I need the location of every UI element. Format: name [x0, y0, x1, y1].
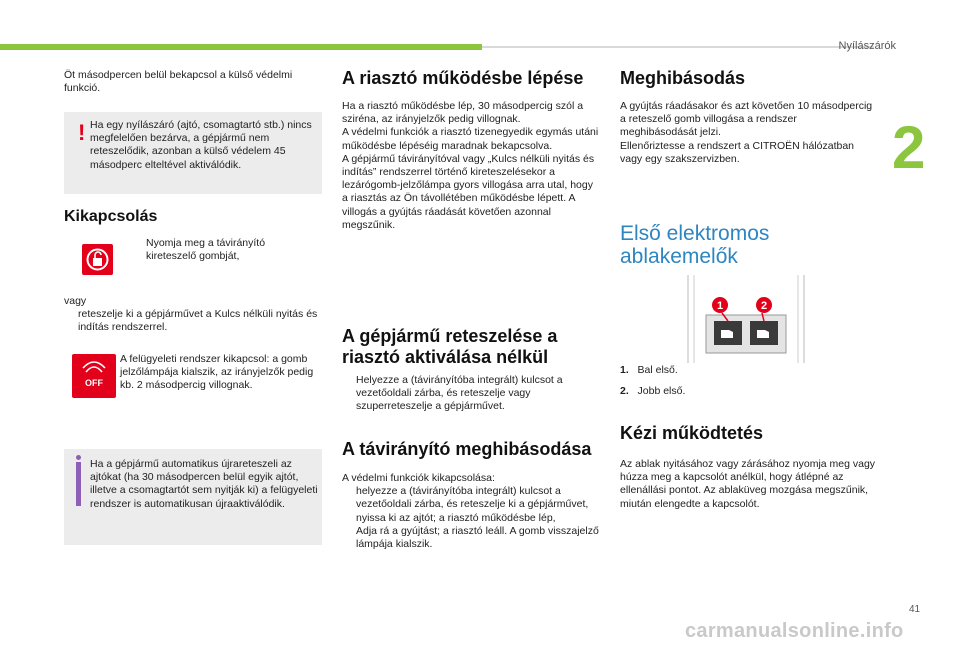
- heading-power-windows: Első elektromos ablakemelők: [620, 222, 770, 268]
- info-icon: [76, 455, 80, 515]
- page-number: 41: [909, 604, 921, 615]
- heading-lock-no-alarm: A gépjármű reteszelése a riasztó aktiválása nélkül: [342, 326, 558, 367]
- remote-failure-text: A védelmi funkciók kikapcsolása: helyezze a (távirányítóba integrált) kulcsot a vezetőoldali zárba, és reteszelje ki a gépjárművet, nyissa ki az ajtót; a riasztó működésbe lép, Adja rá a gyújtást; a riasztó leáll. A gomb visszajelző lámpája kialszik.: [342, 472, 599, 551]
- heading-malfunction: Meghibásodás: [620, 68, 746, 88]
- alarm-off-icon: [72, 354, 116, 398]
- list-item: 2. Jobb első.: [620, 385, 686, 398]
- keyless-alternative: vagy reteszelje ki a gépjárművet a Kulcs nélküli nyitás és indítás rendszerrel.: [64, 295, 320, 335]
- section-title: Nyílászárók: [838, 40, 896, 52]
- svg-text:1: 1: [716, 300, 724, 312]
- alarm-trigger-text: Ha a riasztó működésbe lép, 30 másodpercig szól a sziréna, az irányjelzők pedig villognak. A védelmi funkciók a riasztó tizenegyedik egymás utáni működésbe lépéséig maradnak bekapcsolva. A gépjármű távirányítóval vagy „Kulcs nélküli nyitás és indítás” rendszerrel történő kireteszelésekor a lezárógomb-jelzőlámpa gyors villogása arra utal, hogy a riasztás az Ön távollétében működésbe lépett. A villogás a gyújtás ráadását követően azonnal megszűnik.: [342, 100, 599, 231]
- off-description: A felügyeleti rendszer kikapcsol: a gomb jelzőlámpája kialszik, az irányjelzők pedig kb. 2 másodpercig villognak.: [120, 353, 314, 392]
- chapter-accent-bar: [0, 44, 482, 50]
- off-label: OFF: [85, 378, 103, 388]
- heading-alarm-trigger: A riasztó működésbe lépése: [342, 68, 584, 88]
- heading-remote-failure: A távirányító meghibásodása: [342, 439, 592, 459]
- col1-intro: Öt másodpercen belül bekapcsol a külső védelmi funkció.: [64, 69, 293, 95]
- watermark: carmanualsonline.info: [685, 620, 904, 642]
- warning-exclamation-icon: !: [78, 120, 86, 145]
- warning-box: [64, 112, 322, 194]
- list-item: 1. Bal első.: [620, 364, 678, 376]
- unlock-step: Nyomja meg a távirányító kireteszelő gombját,: [146, 237, 266, 263]
- chapter-number: 2: [892, 114, 926, 181]
- heading-manual-operation: Kézi működtetés: [620, 423, 764, 443]
- header-rule: [482, 46, 874, 48]
- unlock-button-icon: [82, 244, 113, 275]
- window-switch-illustration: [684, 275, 808, 363]
- info-box: [64, 449, 322, 545]
- svg-text:2: 2: [760, 300, 768, 312]
- malfunction-text: A gyújtás ráadásakor és azt követően 10 másodpercig a reteszelő gomb villogása a rendszer meghibásodását jelzi. Ellenőriztesse a rendszert a CITROËN hálózatban vagy egy szakszervizben.: [620, 100, 873, 165]
- or-label: vagy: [64, 295, 87, 307]
- heading-kikapcsolas: Kikapcsolás: [64, 208, 158, 225]
- remote-failure-intro: A védelmi funkciók kikapcsolása:: [342, 472, 495, 484]
- manual-operation-text: Az ablak nyitásához vagy zárásához nyomja meg vagy húzza meg a kapcsolót anélkül, hogy átlépné az ellenállási pontot. Az ablaküveg mozgása megszűnik, miután elengedte a kapcsolót.: [620, 458, 876, 510]
- window-switch-list: [620, 364, 820, 398]
- lock-no-alarm-text: Helyezze a (távirányítóba integrált) kulcsot a vezetőoldali zárba, és reteszelje vagy szuperreteszelje a gépjárművet.: [356, 374, 563, 413]
- info-text: Ha a gépjármű automatikus újrareteszeli az ajtókat (ha 30 másodpercen belül egyik ajtót, illetve a csomagtartót sem nyitják ki) a felügyeleti rendszer is automatikusan újraaktiválódik.: [90, 458, 318, 510]
- warning-text: Ha egy nyílászáró (ajtó, csomagtartó stb.) nincs megfelelően bezárva, a gépjármű nem reteszelődik, azonban a külső védelem 45 másodperc elteltével aktiválódik.: [90, 119, 312, 171]
